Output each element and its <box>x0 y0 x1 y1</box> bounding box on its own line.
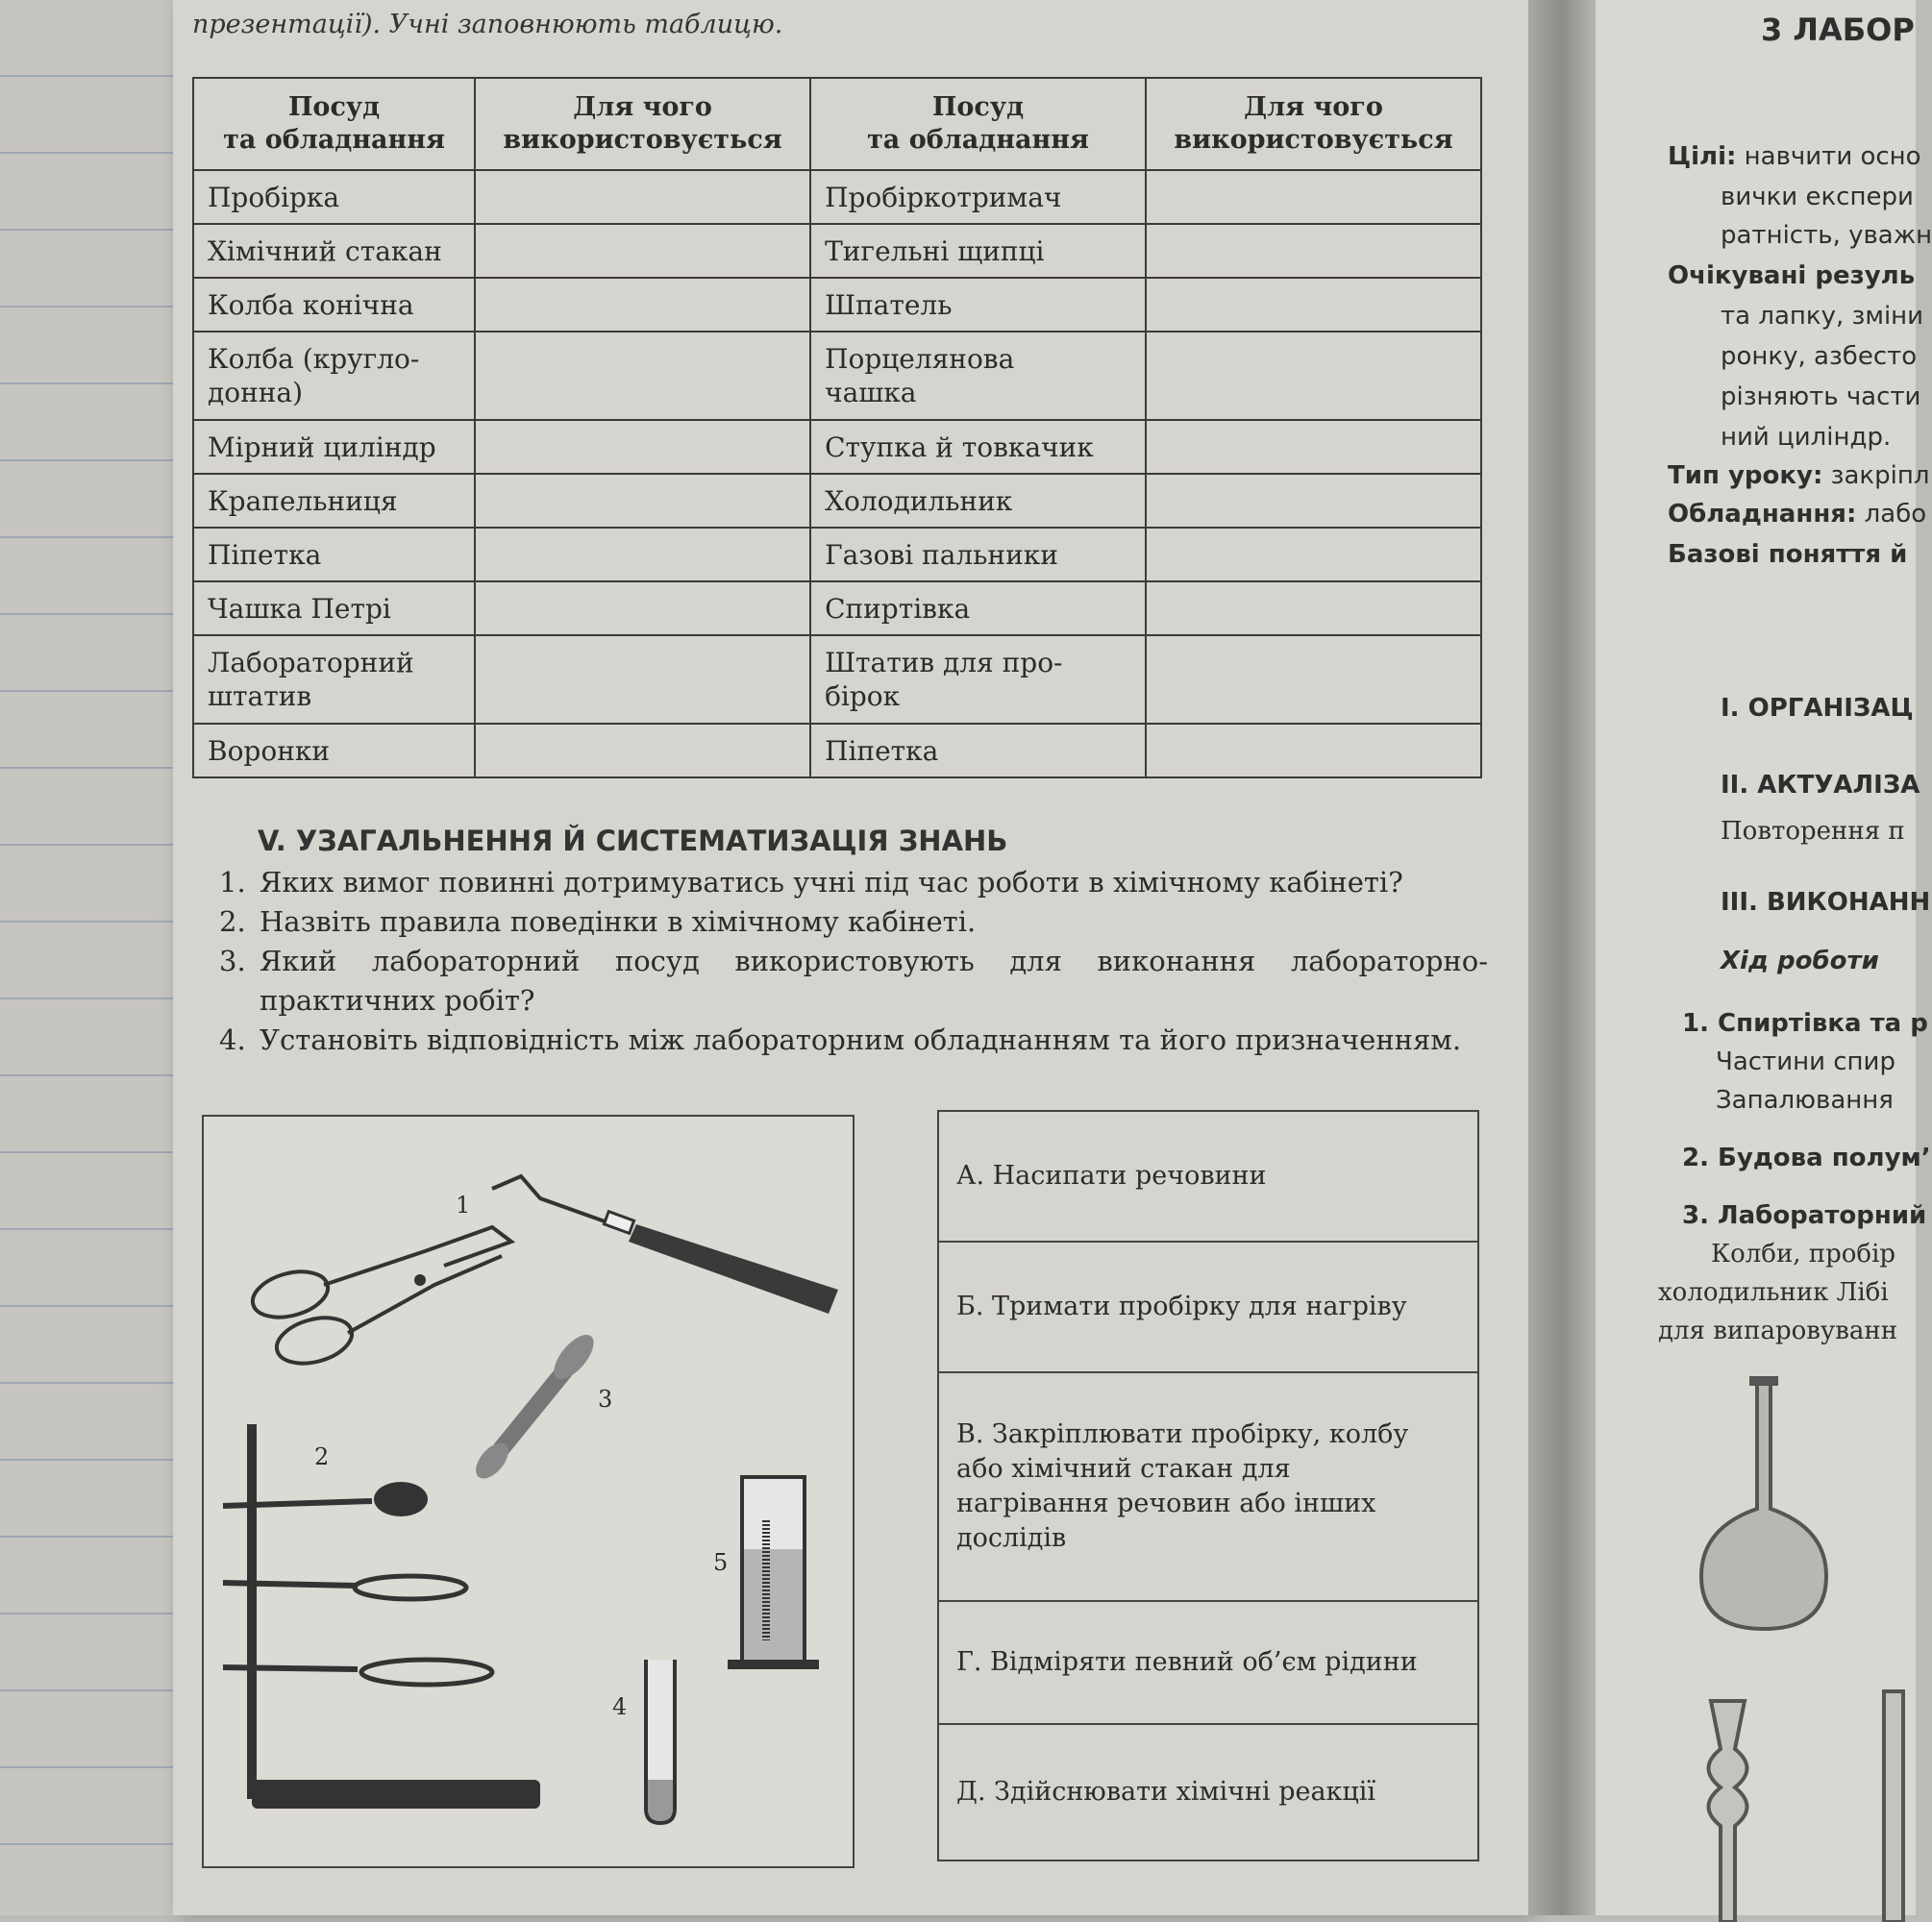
right-section-3: ІІІ. ВИКОНАНН <box>1721 888 1931 917</box>
equipment-cell: Газові пальники <box>810 528 1146 581</box>
equipment-table <box>192 77 1482 778</box>
right-line: ратність, уважн <box>1721 221 1932 250</box>
right-item: 2. Будова полум’ <box>1682 1144 1931 1172</box>
book-gutter <box>1528 0 1596 1915</box>
equipment-cell: Тигельні щипці <box>810 224 1146 278</box>
table-row <box>193 170 1481 224</box>
usage-cell-empty <box>1146 170 1481 224</box>
header-equipment-2: Посуд та обладнання <box>810 78 1146 170</box>
table-row <box>193 278 1481 332</box>
equipment-cell: Шпатель <box>810 278 1146 332</box>
right-item: 3. Лабораторний <box>1682 1201 1927 1230</box>
equipment-cell: Спиртівка <box>810 581 1146 635</box>
equipment-cell: Хімічний стакан <box>193 224 475 278</box>
usage-cell-empty <box>1146 224 1481 278</box>
right-line: вички експери <box>1721 183 1914 211</box>
test-tube-icon <box>646 1660 675 1823</box>
answer-option-e: Д. Здійснювати хімічні реакції <box>956 1777 1376 1807</box>
right-line: різняють части <box>1721 382 1921 411</box>
equipment-cell: Колба конічна <box>193 278 475 332</box>
figure-label-1: 1 <box>456 1192 471 1219</box>
equipment-cell: Колба (кругло- донна) <box>193 332 475 420</box>
right-line: ний циліндр. <box>1721 423 1892 452</box>
header-equipment-1: Посуд та обладнання <box>193 78 475 170</box>
table-row <box>193 724 1481 777</box>
right-line: Базові поняття й <box>1668 540 1908 569</box>
right-line: Очікувані резуль <box>1668 261 1916 290</box>
right-line: Тип уроку: закріпл <box>1668 461 1930 490</box>
right-hid: Хід роботи <box>1721 947 1879 975</box>
right-section-2: ІІ. АКТУАЛІЗА <box>1721 771 1920 800</box>
right-line: ронку, азбесто <box>1721 342 1918 371</box>
right-item: для випаровуванн <box>1658 1317 1898 1345</box>
right-line: Обладнання: лабо <box>1668 500 1927 529</box>
right-page <box>1596 0 1932 1915</box>
equipment-cell: Чашка Петрі <box>193 581 475 635</box>
table-row <box>193 420 1481 474</box>
right-item: Частини спир <box>1716 1047 1895 1076</box>
equipment-cell: Порцелянова чашка <box>810 332 1146 420</box>
usage-cell-empty <box>1146 528 1481 581</box>
equipment-cell: Піпетка <box>193 528 475 581</box>
question-text: Назвіть правила поведінки в хімічному кабінеті. <box>260 905 977 938</box>
figure-label-2: 2 <box>314 1443 330 1470</box>
lab-stand-icon <box>223 1424 540 1809</box>
table-row <box>193 474 1481 528</box>
question-text: Який лабораторний посуд використовують для виконання лабораторно-практичних робіт? <box>260 945 1488 1017</box>
answer-option-c: В. Закріплювати пробірку, колбу або хімічний стакан для нагрівання речовин або інших дослідів <box>939 1373 1477 1602</box>
pipette-icon <box>470 1328 601 1484</box>
equipment-cell: Штатив для про- бірок <box>810 635 1146 724</box>
right-section-1: І. ОРГАНІЗАЦ <box>1721 694 1914 723</box>
usage-cell-empty <box>475 224 810 278</box>
usage-cell-empty <box>1146 581 1481 635</box>
equipment-cell: Мірний циліндр <box>193 420 475 474</box>
equipment-cell: Лабораторний штатив <box>193 635 475 724</box>
question-item <box>219 902 1488 942</box>
equipment-cell: Пробіркотримач <box>810 170 1146 224</box>
notebook-lined-paper <box>0 0 192 1915</box>
usage-cell-empty <box>475 724 810 777</box>
question-text: Яких вимог повинні дотримуватись учні під час роботи в хімічному кабінеті? <box>260 866 1403 899</box>
answer-option-a: А. Насипати речовини <box>939 1112 1477 1243</box>
right-item: холодильник Лібі <box>1658 1278 1889 1307</box>
question-number: 2. <box>219 905 246 938</box>
question-text: Установіть відповідність між лабораторним обладнанням та його призначенням. <box>260 1023 1462 1056</box>
right-item: Колби, пробір <box>1711 1240 1896 1269</box>
answer-option-d: Г. Відміряти певний об’єм рідини <box>939 1602 1477 1725</box>
question-number: 4. <box>219 1023 246 1056</box>
usage-cell-empty <box>1146 420 1481 474</box>
condenser-icon <box>1709 1691 1904 1922</box>
question-number: 3. <box>219 945 246 977</box>
figure-label-3: 3 <box>598 1386 613 1413</box>
measuring-cylinder-icon <box>728 1477 819 1669</box>
header-usage-1: Для чого використовується <box>475 78 810 170</box>
right-page-title: 3 ЛАБОР <box>1761 12 1915 48</box>
equipment-cell: Крапельниця <box>193 474 475 528</box>
right-item: Запалювання <box>1716 1086 1894 1115</box>
table-row <box>193 635 1481 724</box>
section-title: V. УЗАГАЛЬНЕННЯ Й СИСТЕМАТИЗАЦІЯ ЗНАНЬ <box>258 825 1008 857</box>
right-line: та лапку, зміни <box>1721 302 1924 331</box>
usage-cell-empty <box>475 474 810 528</box>
question-number: 1. <box>219 866 246 899</box>
question-item <box>219 942 1488 1021</box>
right-item: 1. Спиртівка та р <box>1682 1009 1928 1038</box>
table-row <box>193 581 1481 635</box>
question-item <box>219 863 1488 902</box>
intro-text: презентації). Учні заповнюють таблицю. <box>192 10 783 39</box>
usage-cell-empty <box>475 170 810 224</box>
question-list <box>219 863 1488 1060</box>
equipment-cell: Ступка й товкачик <box>810 420 1146 474</box>
usage-cell-empty <box>475 332 810 420</box>
usage-cell-empty <box>1146 635 1481 724</box>
right-line: Цілі: навчити осно <box>1668 142 1921 171</box>
table-row <box>193 224 1481 278</box>
usage-cell-empty <box>1146 278 1481 332</box>
usage-cell-empty <box>1146 474 1481 528</box>
spatula-icon <box>492 1176 838 1314</box>
header-usage-2: Для чого використовується <box>1146 78 1481 170</box>
question-item <box>219 1021 1488 1060</box>
answer-option-b: Б. Тримати пробірку для нагріву <box>939 1243 1477 1373</box>
equipment-illustration <box>204 1117 853 1866</box>
answer-list <box>937 1110 1479 1861</box>
usage-cell-empty <box>1146 724 1481 777</box>
equipment-cell: Піпетка <box>810 724 1146 777</box>
round-flask-icon <box>1701 1376 1826 1629</box>
usage-cell-empty <box>475 420 810 474</box>
table-row <box>193 332 1481 420</box>
usage-cell-empty <box>475 581 810 635</box>
equipment-cell: Холодильник <box>810 474 1146 528</box>
usage-cell-empty <box>475 528 810 581</box>
equipment-cell: Воронки <box>193 724 475 777</box>
usage-cell-empty <box>475 635 810 724</box>
figure-label-4: 4 <box>612 1693 628 1720</box>
usage-cell-empty <box>1146 332 1481 420</box>
right-page-glassware <box>1596 1345 1916 1922</box>
right-repeat: Повторення п <box>1721 817 1905 846</box>
table-row <box>193 528 1481 581</box>
equipment-figure <box>202 1115 855 1868</box>
figure-label-5: 5 <box>713 1549 729 1576</box>
crucible-tongs-icon <box>248 1227 511 1371</box>
equipment-cell: Пробірка <box>193 170 475 224</box>
usage-cell-empty <box>475 278 810 332</box>
